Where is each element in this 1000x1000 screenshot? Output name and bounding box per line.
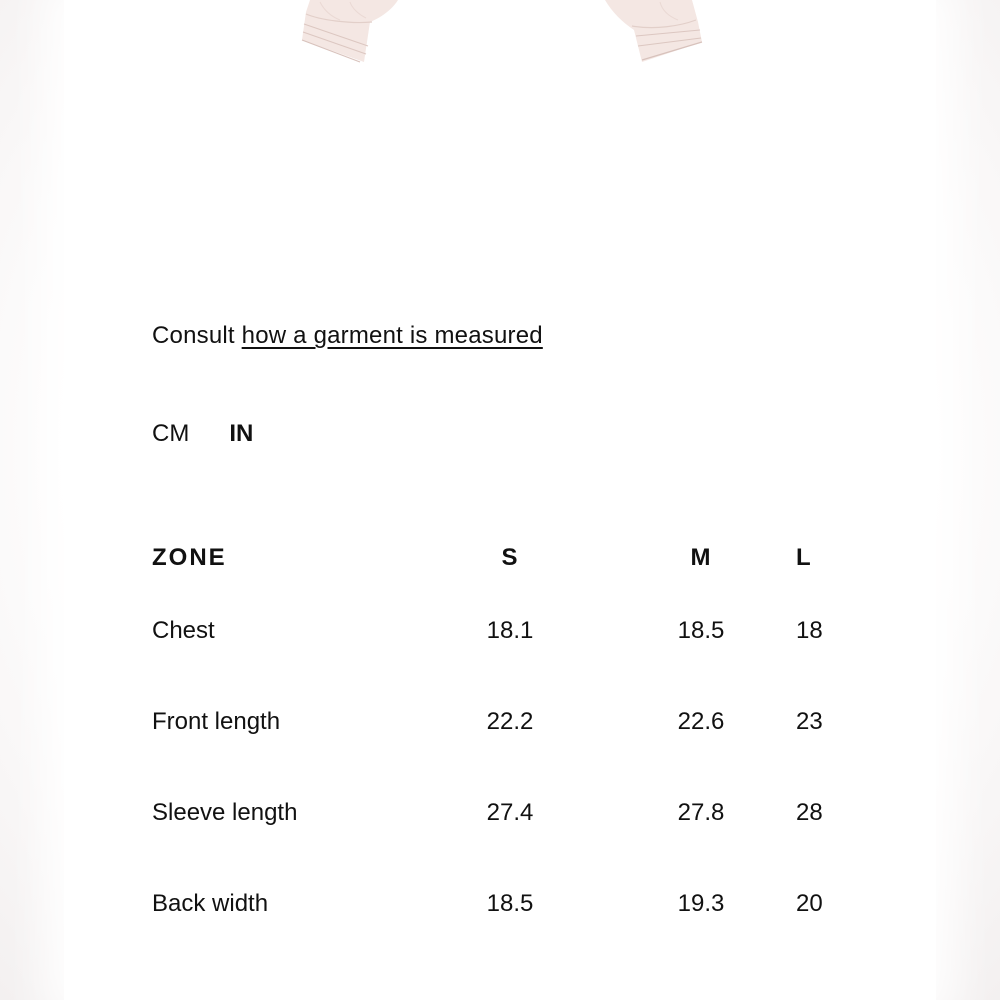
unit-toggle [152, 420, 253, 448]
size-value: 23 [796, 707, 823, 735]
size-value: 28 [796, 798, 823, 826]
size-value: 22.2 [486, 707, 534, 735]
how-garment-measured-link[interactable]: how a garment is measured [241, 322, 543, 349]
measurement-help-text [152, 322, 543, 350]
unit-option-in[interactable]: IN [229, 420, 254, 447]
header-zone: ZONE [152, 543, 227, 571]
zone-label: Sleeve length [152, 798, 298, 826]
zone-label: Chest [152, 616, 215, 644]
size-value: 27.4 [486, 798, 534, 826]
right-sleeve-cuff [605, 0, 702, 62]
size-value: 22.6 [677, 707, 725, 735]
header-size-s: S [501, 543, 519, 571]
header-size-m: M [690, 543, 712, 571]
zone-label: Front length [152, 707, 281, 735]
size-value: 18.5 [486, 889, 534, 917]
size-value: 27.8 [677, 798, 725, 826]
size-value: 18 [796, 616, 823, 644]
size-value: 19.3 [677, 889, 725, 917]
size-table [152, 530, 892, 949]
product-image [280, 0, 720, 75]
table-row [152, 676, 892, 767]
size-value: 20 [796, 889, 823, 917]
size-value: 18.1 [486, 616, 534, 644]
size-table-container [152, 530, 892, 1000]
left-sleeve-cuff [302, 0, 398, 62]
zone-label: Back width [152, 889, 269, 917]
table-header-row [152, 530, 892, 585]
table-row [152, 767, 892, 858]
table-row [152, 585, 892, 676]
header-size-l: L [796, 543, 812, 571]
size-value: 18.5 [677, 616, 725, 644]
unit-option-cm[interactable]: CM [152, 420, 190, 447]
table-row [152, 858, 892, 949]
consult-prefix: Consult [152, 322, 235, 349]
